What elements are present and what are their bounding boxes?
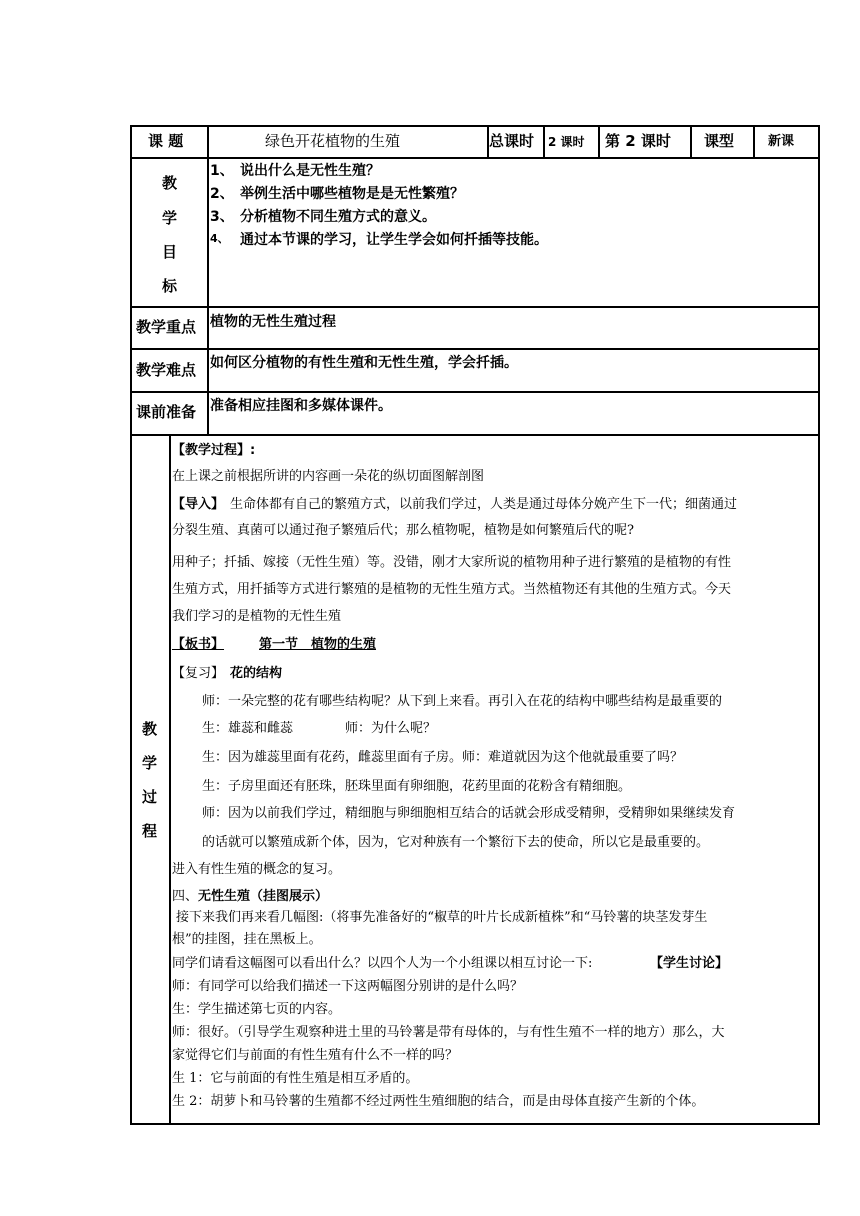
objectives-label-char: 教 [162, 174, 178, 192]
process-line: 师：很好。（引导学生观察种进土里的马铃薯是带有母体的，与有性生殖不一样的地方）那么，大 [172, 1025, 725, 1040]
objective-number: 3、 [210, 209, 234, 225]
objective-number: 2、 [210, 186, 234, 202]
lesson-number: 第 2 课时 [605, 132, 671, 150]
row-divider [130, 306, 820, 308]
review-text: 花的结构 [230, 666, 283, 681]
dialogue-line: 师：一朵完整的花有哪些结构呢？从下到上来看。再引入在花的结构中哪些结构是最重要的 [202, 694, 723, 709]
dialogue-line: 师：为什么呢？ [345, 721, 437, 736]
table-border-right [818, 125, 820, 1125]
process-line: 进入有性生殖的概念的复习。 [172, 862, 342, 877]
difficulty-label: 教学难点 [136, 361, 197, 379]
process-line: 家觉得它们与前面的有性生殖有什么不一样的吗？ [172, 1048, 459, 1063]
row-divider [130, 157, 820, 159]
process-line: 我们学习的是植物的无性生殖 [172, 609, 342, 624]
dialogue-line: 生：雄蕊和雌蕊 [202, 721, 294, 736]
intro-tag: 【导入】 [172, 497, 225, 512]
objective-text: 分析植物不同生殖方式的意义。 [240, 209, 436, 225]
key-point-label: 教学重点 [136, 318, 197, 336]
objective-number: 4、 [210, 232, 229, 245]
total-hours-label: 总课时 [489, 132, 535, 150]
section-number: 四、 [172, 889, 199, 904]
dialogue-line: 师：因为以前我们学过，精细胞与卵细胞相互结合的话就会形成受精卵，受精卵如果继续发育 [202, 806, 736, 821]
objective-text: 说出什么是无性生殖？ [240, 163, 380, 179]
process-line: 分裂生殖、真菌可以通过孢子繁殖后代；那么植物呢，植物是如何繁殖后代的呢? [172, 523, 634, 538]
process-label-char: 过 [142, 788, 158, 806]
dialogue-line: 的话就可以繁殖成新个体，因为，它对种族有一个繁衍下去的使命，所以它是最重要的。 [202, 835, 710, 850]
preparation-value: 准备相应挂图和多媒体课件。 [210, 398, 392, 414]
process-line: 生命体都有自己的繁殖方式，以前我们学过，人类是通过母体分娩产生下一代；细菌通过 [230, 497, 738, 512]
objective-number: 1、 [210, 163, 234, 179]
process-line: 接下来我们再来看几幅图:（将事先准备好的“椒草的叶片长成新植株”和“马铃薯的块茎发芽生 [176, 910, 708, 925]
process-line: 根”的挂图，挂在黑板上。 [172, 932, 322, 947]
preparation-label: 课前准备 [136, 403, 197, 421]
col-divider [169, 434, 171, 1124]
objectives-label-char: 标 [162, 277, 178, 295]
difficulty-value: 如何区分植物的有性生殖和无性生殖，学会扦插。 [210, 355, 518, 371]
review-tag: 【复习】 [172, 666, 225, 681]
topic-value: 绿色开花植物的生殖 [265, 132, 401, 150]
topic-label: 课 题 [148, 132, 184, 150]
type-label: 课型 [704, 132, 735, 150]
table-border-top [130, 125, 820, 127]
process-line: 生：学生描述第七页的内容。 [172, 1002, 342, 1017]
process-line: 用种子；扦插、嫁接（无性生殖）等。没错，刚才大家所说的植物用种子进行繁殖的是植物的有性 [172, 555, 732, 570]
col-divider [690, 125, 692, 158]
objective-text: 举例生活中哪些植物是是无性繁殖？ [240, 186, 464, 202]
process-label-char: 程 [142, 822, 158, 840]
type-value: 新课 [768, 134, 795, 149]
process-line: 同学们请看这幅图可以看出什么？以四个人为一个小组课以相互讨论一下: [172, 956, 593, 971]
col-divider [543, 125, 545, 158]
student-discussion-tag: 【学生讨论】 [650, 956, 729, 971]
objectives-label-char: 目 [162, 243, 178, 261]
process-line: 生 1：它与前面的有性生殖是相互矛盾的。 [172, 1071, 419, 1086]
process-line: 师：有同学可以给我们描述一下这两幅图分别讲的是什么吗？ [172, 979, 524, 994]
process-label-char: 学 [142, 754, 158, 772]
row-divider [130, 348, 820, 350]
total-hours-value: 2 课时 [548, 135, 585, 149]
table-border-left [130, 125, 132, 1125]
key-point-value: 植物的无性生殖过程 [210, 314, 336, 330]
board-tag: 【板书】 [172, 637, 225, 652]
table-border-bottom [130, 1123, 820, 1125]
board-text: 第一节 植物的生殖 [259, 637, 377, 652]
section-title: 无性生殖（挂图展示） [198, 889, 329, 904]
process-line: 生 2：胡萝卜和马铃薯的生殖都不经过两性生殖细胞的结合，而是由母体直接产生新的个体。 [172, 1094, 705, 1109]
row-divider [130, 391, 820, 393]
col-divider [598, 125, 600, 158]
dialogue-line: 生：因为雄蕊里面有花药，雌蕊里面有子房。师：难道就因为这个他就最重要了吗？ [202, 750, 684, 765]
process-line: 在上课之前根据所讲的内容画一朵花的纵切面图解剖图 [172, 469, 485, 484]
col-divider [753, 125, 755, 158]
process-title: 【教学过程】: [172, 443, 256, 458]
col-divider [207, 125, 209, 434]
process-line: 生殖方式，用扦插等方式进行繁殖的是植物的无性生殖方式。当然植物还有其他的生殖方式。今天 [172, 582, 732, 597]
objective-text: 通过本节课的学习，让学生学会如何扦插等技能。 [240, 232, 548, 248]
process-label-char: 教 [142, 720, 158, 738]
row-divider [130, 434, 820, 436]
dialogue-line: 生：子房里面还有胚珠，胚珠里面有卵细胞，花药里面的花粉含有精细胞。 [202, 779, 632, 794]
objectives-label-char: 学 [162, 209, 178, 227]
